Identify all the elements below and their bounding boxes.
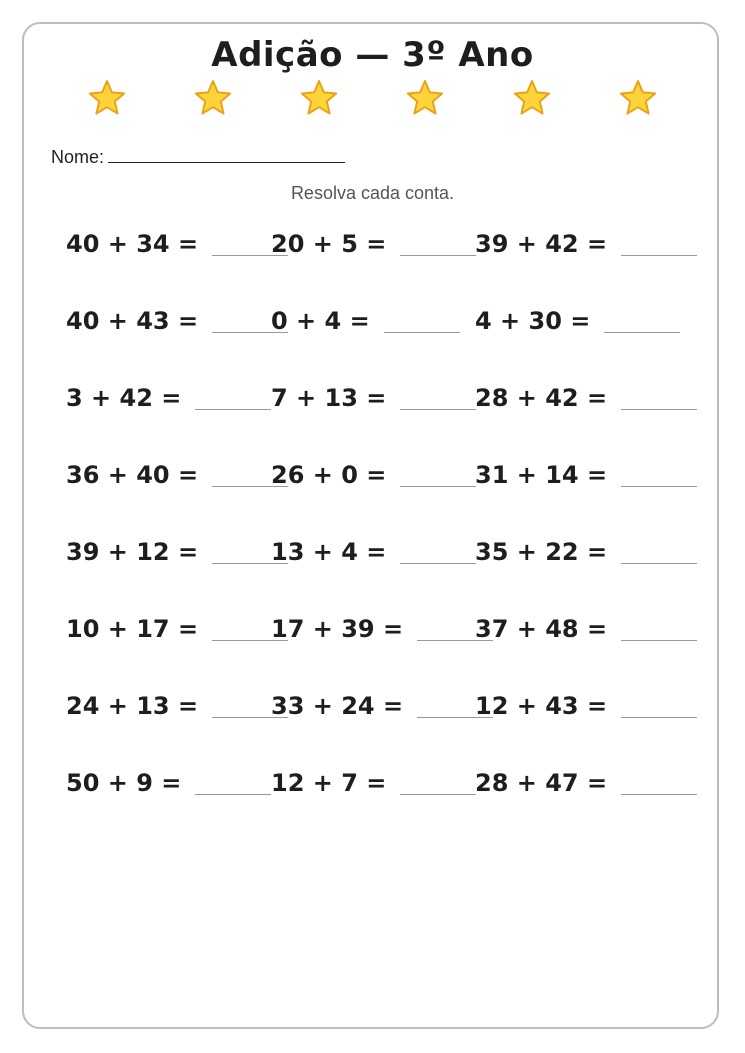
addition-problem bbox=[475, 306, 675, 346]
addition-problem bbox=[271, 460, 471, 500]
addition-problem bbox=[475, 614, 675, 654]
problem-expression: 37 + 48 = bbox=[475, 615, 608, 643]
name-field[interactable] bbox=[108, 144, 345, 163]
instructions: Resolva cada conta. bbox=[290, 183, 455, 203]
answer-blank[interactable] bbox=[400, 794, 476, 795]
problem-expression: 39 + 42 = bbox=[475, 230, 608, 258]
star-icon bbox=[299, 78, 339, 118]
addition-problem bbox=[475, 460, 675, 500]
answer-blank[interactable] bbox=[621, 486, 697, 487]
addition-problem bbox=[271, 614, 471, 654]
star-icon bbox=[405, 78, 445, 118]
problem-expression: 10 + 17 = bbox=[66, 615, 199, 643]
problem-expression: 28 + 47 = bbox=[475, 769, 608, 797]
problem-expression: 24 + 13 = bbox=[66, 692, 199, 720]
addition-problem bbox=[271, 537, 471, 577]
problem-expression: 0 + 4 = bbox=[271, 307, 370, 335]
answer-blank[interactable] bbox=[384, 332, 460, 333]
addition-problem bbox=[271, 229, 471, 269]
page-title: Adição — 3º Ano bbox=[211, 35, 534, 75]
addition-problem bbox=[271, 768, 471, 808]
problem-expression: 31 + 14 = bbox=[475, 461, 608, 489]
problem-expression: 28 + 42 = bbox=[475, 384, 608, 412]
answer-blank[interactable] bbox=[195, 794, 271, 795]
star-icon bbox=[87, 78, 127, 118]
addition-problem bbox=[475, 229, 675, 269]
answer-blank[interactable] bbox=[621, 717, 697, 718]
answer-blank[interactable] bbox=[621, 794, 697, 795]
addition-problem bbox=[475, 537, 675, 577]
problem-expression: 40 + 43 = bbox=[66, 307, 199, 335]
addition-problem bbox=[271, 306, 471, 346]
answer-blank[interactable] bbox=[400, 409, 476, 410]
name-row bbox=[51, 144, 345, 170]
problem-expression: 35 + 22 = bbox=[475, 538, 608, 566]
addition-problem bbox=[66, 614, 266, 654]
answer-blank[interactable] bbox=[400, 563, 476, 564]
star-icon bbox=[618, 78, 658, 118]
worksheet-frame bbox=[22, 22, 719, 1029]
answer-blank[interactable] bbox=[621, 640, 697, 641]
addition-problem bbox=[66, 229, 266, 269]
problem-expression: 3 + 42 = bbox=[66, 384, 182, 412]
addition-problem bbox=[475, 768, 675, 808]
problem-expression: 20 + 5 = bbox=[271, 230, 387, 258]
addition-problem bbox=[66, 537, 266, 577]
answer-blank[interactable] bbox=[621, 255, 697, 256]
addition-problem bbox=[271, 691, 471, 731]
problem-expression: 26 + 0 = bbox=[271, 461, 387, 489]
addition-problem bbox=[66, 768, 266, 808]
addition-problem bbox=[271, 383, 471, 423]
answer-blank[interactable] bbox=[400, 255, 476, 256]
answer-blank[interactable] bbox=[621, 409, 697, 410]
problem-expression: 4 + 30 = bbox=[475, 307, 591, 335]
problem-expression: 17 + 39 = bbox=[271, 615, 404, 643]
problem-expression: 33 + 24 = bbox=[271, 692, 404, 720]
addition-problem bbox=[66, 460, 266, 500]
name-label: Nome: bbox=[51, 147, 105, 167]
addition-problem bbox=[475, 383, 675, 423]
problem-expression: 7 + 13 = bbox=[271, 384, 387, 412]
star-icon bbox=[512, 78, 552, 118]
addition-problem bbox=[66, 691, 266, 731]
problem-expression: 12 + 43 = bbox=[475, 692, 608, 720]
problem-expression: 36 + 40 = bbox=[66, 461, 199, 489]
star-row bbox=[0, 78, 745, 120]
problem-expression: 12 + 7 = bbox=[271, 769, 387, 797]
problem-expression: 50 + 9 = bbox=[66, 769, 182, 797]
problem-expression: 13 + 4 = bbox=[271, 538, 387, 566]
problem-expression: 40 + 34 = bbox=[66, 230, 199, 258]
answer-blank[interactable] bbox=[621, 563, 697, 564]
answer-blank[interactable] bbox=[400, 486, 476, 487]
problem-expression: 39 + 12 = bbox=[66, 538, 199, 566]
star-icon bbox=[193, 78, 233, 118]
addition-problem bbox=[475, 691, 675, 731]
answer-blank[interactable] bbox=[604, 332, 680, 333]
answer-blank[interactable] bbox=[195, 409, 271, 410]
addition-problem bbox=[66, 383, 266, 423]
addition-problem bbox=[66, 306, 266, 346]
